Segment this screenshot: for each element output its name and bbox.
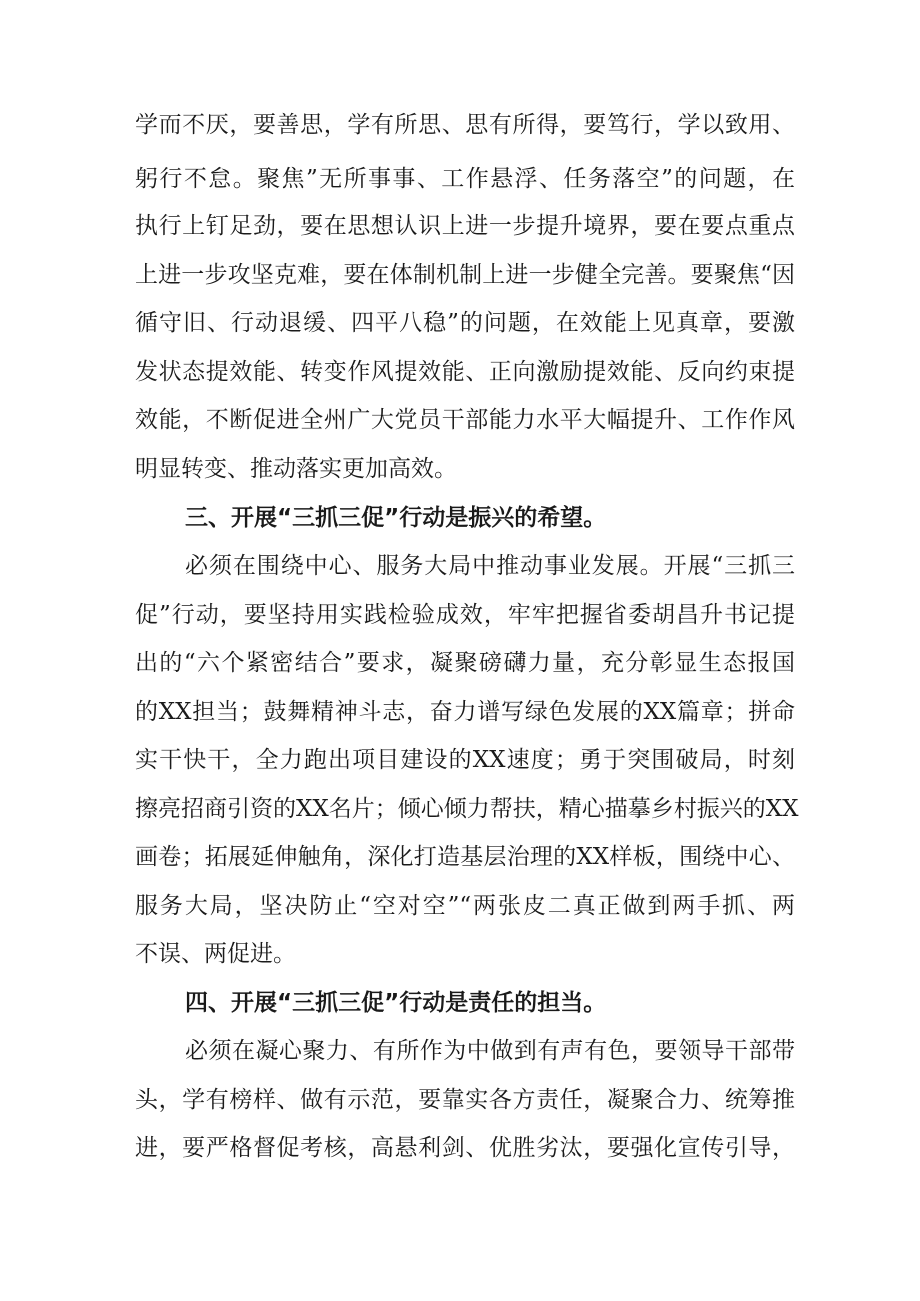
body-text-line: 进，要严格督促考核，高悬利剑、优胜劣汰，要强化宣传引导， xyxy=(135,1135,795,1161)
body-text-line: 发状态提效能、转变作风提效能、正向激励提效能、反向约束提 xyxy=(135,359,795,385)
section-heading: 四、开展“三抓三促”行动是责任的担当。 xyxy=(185,990,607,1016)
body-text-line: 画卷；拓展延伸触角，深化打造基层治理的XX样板，围绕中心、 xyxy=(135,844,795,870)
body-text-line: 学而不厌，要善思，学有所思、思有所得，要笃行，学以致用、 xyxy=(135,112,795,138)
body-text-line: 循守旧、行动退缓、四平八稳”的问题，在效能上见真章，要激 xyxy=(135,310,795,336)
body-text-line: 服务大局，坚决防止“空对空”“两张皮二真正做到两手抓、两 xyxy=(135,893,795,919)
body-text-line: 出的“六个紧密结合”要求，凝聚磅礴力量，充分彰显生态报国 xyxy=(135,650,795,676)
body-text-line: 执行上钉足劲，要在思想认识上进一步提升境界，要在要点重点 xyxy=(135,213,795,239)
body-text-line: 促”行动，要坚持用实践检验成效，牢牢把握省委胡昌升书记提 xyxy=(135,602,795,628)
body-text-line: 必须在围绕中心、服务大局中推动事业发展。开展“三抓三 xyxy=(185,553,795,579)
body-text-line: 擦亮招商引资的XX名片；倾心倾力帮扶，精心描摹乡村振兴的XX xyxy=(135,796,799,822)
body-text-line: 躬行不怠。聚焦”无所事事、工作悬浮、任务落空”的问题，在 xyxy=(135,166,795,192)
section-heading: 三、开展“三抓三促”行动是振兴的希望。 xyxy=(185,505,607,531)
body-text-line: 上进一步攻坚克难，要在体制机制上进一步健全完善。要聚焦“因 xyxy=(135,262,795,288)
body-text-line: 效能，不断促进全州广大党员干部能力水平大幅提升、工作作风 xyxy=(135,407,795,433)
body-text-line: 明显转变、推动落实更加高效。 xyxy=(135,456,457,482)
body-text-line: 头，学有榜样、做有示范，要靠实各方责任，凝聚合力、统筹推 xyxy=(135,1087,795,1113)
body-text-line: 实干快干，全力跑出项目建设的XX速度；勇于突围破局，时刻 xyxy=(135,747,795,773)
body-text-line: 的XX担当；鼓舞精神斗志，奋力谱写绿色发展的XX篇章；拼命 xyxy=(135,699,795,725)
body-text-line: 不误、两促进。 xyxy=(135,941,296,967)
body-text-line: 必须在凝心聚力、有所作为中做到有声有色，要领导干部带 xyxy=(185,1038,795,1064)
